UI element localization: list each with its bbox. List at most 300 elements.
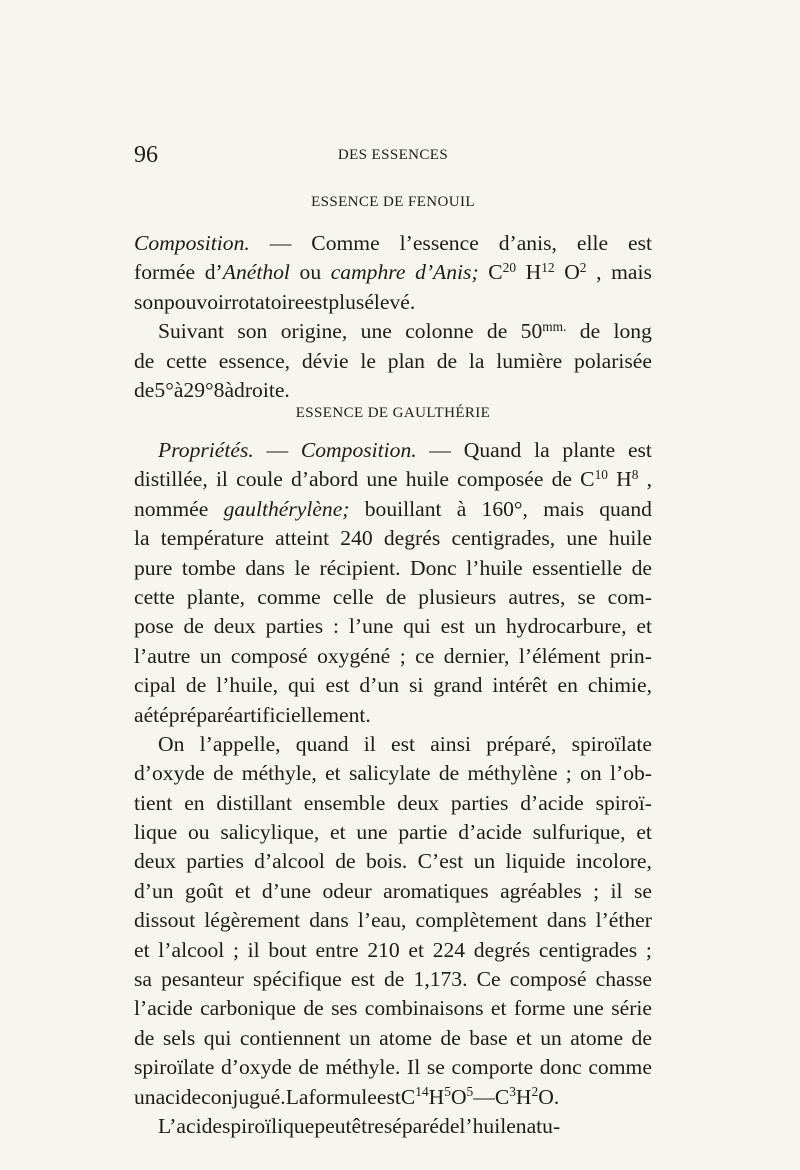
word: d’oxyde [134, 761, 205, 786]
word: sulfurique, [532, 820, 626, 845]
word: droite. [234, 377, 290, 402]
word: liquide [505, 849, 566, 874]
word: de [134, 348, 155, 373]
word: Composition. [134, 231, 250, 255]
word: de [436, 348, 458, 373]
word: $H^{12}$ [525, 260, 555, 285]
text-line [134, 1083, 652, 1112]
word: oxygéné [317, 643, 391, 668]
superscript: 5 [466, 1084, 474, 1100]
word: ensemble [303, 790, 386, 815]
word: formée [134, 260, 196, 285]
word: $O^5$ [450, 1084, 474, 1109]
superscript: 2 [579, 260, 587, 276]
word: Propriétés. [158, 438, 254, 462]
word: dans [245, 555, 285, 580]
text-line [134, 671, 652, 700]
word: nommée [134, 496, 209, 521]
word: ce [415, 643, 435, 668]
word: élevé. [364, 289, 416, 314]
word: polarisée [574, 348, 652, 373]
word: qui [203, 1025, 232, 1050]
word: méthylène [467, 761, 558, 786]
word: il [363, 731, 376, 756]
word: un [199, 643, 222, 668]
word: O. [538, 1084, 560, 1109]
word: ; [232, 937, 239, 962]
word: l’appelle, [199, 731, 281, 756]
word: un [474, 614, 497, 639]
word: forme [513, 996, 566, 1021]
word: comme [588, 1055, 652, 1080]
word: il [215, 467, 228, 492]
word: La [285, 1084, 309, 1109]
word: ou [187, 820, 210, 845]
word: d’un [134, 878, 174, 903]
word: si [408, 673, 424, 698]
running-title: DES ESSENCES [337, 147, 449, 163]
word: la [534, 438, 550, 462]
word: camphre [330, 260, 406, 285]
word: sels [162, 1025, 196, 1050]
word: bout [268, 937, 307, 962]
text-line [134, 936, 652, 965]
text-line [134, 495, 652, 524]
text-line [134, 612, 652, 641]
word: autres, [508, 584, 566, 609]
word: $C^{20}$ [488, 260, 517, 285]
word: $C^{14}$ [400, 1084, 429, 1109]
word: tient [134, 790, 173, 815]
word: ou [299, 260, 322, 285]
word: acide [155, 1084, 202, 1109]
word: huile [405, 467, 449, 492]
word: mais [543, 496, 584, 521]
word: de [185, 673, 207, 698]
word: Il [407, 1055, 421, 1080]
word: entre [315, 937, 359, 962]
word: est [440, 614, 465, 639]
word: Quand [463, 438, 522, 462]
word: Donc [409, 555, 457, 580]
word: d’un [359, 673, 400, 698]
word: aromatiques [383, 878, 489, 903]
word: lumière [496, 348, 563, 373]
superscript: 20 [502, 260, 517, 276]
word: ; [399, 643, 406, 668]
word: salicylate [348, 761, 431, 786]
word: 224 [432, 937, 466, 962]
word: deux [134, 849, 176, 874]
word: essentielle [532, 555, 623, 580]
word: une [572, 996, 604, 1021]
word: de [303, 996, 324, 1021]
word: d’acide [520, 790, 584, 815]
word: son [134, 289, 164, 314]
text-line [134, 701, 652, 730]
word: dans [309, 908, 349, 933]
word: distillée, [134, 467, 208, 492]
word: celle [332, 584, 374, 609]
word: atteint [275, 526, 330, 551]
word: son [237, 319, 268, 344]
word: de [631, 1025, 652, 1050]
word: parties [450, 790, 509, 815]
word: est [627, 231, 652, 255]
text-line [134, 965, 652, 994]
word: $C^3$ [494, 1084, 516, 1109]
word: et [134, 937, 150, 962]
word: partie [398, 820, 448, 845]
word: de [551, 467, 572, 492]
word: — [266, 438, 289, 462]
word: $H^5$ [428, 1084, 451, 1109]
word: ; [645, 937, 652, 962]
word: il [247, 937, 260, 962]
word: d’une [261, 878, 312, 903]
running-head [134, 140, 652, 170]
word: — [269, 231, 292, 255]
word: dans [546, 908, 587, 933]
word: plante [562, 438, 616, 462]
word: ; [565, 761, 572, 786]
page-number: 96 [134, 142, 158, 168]
text-line [134, 317, 652, 346]
word: , [646, 467, 652, 492]
superscript: 3 [509, 1084, 516, 1100]
superscript: 10 [594, 467, 608, 483]
text-line [134, 465, 652, 494]
word: est [325, 673, 350, 698]
word: et [490, 996, 507, 1021]
section-title-gaultherie: ESSENCE DE GAULTHÉRIE [295, 405, 491, 421]
word: de [134, 377, 155, 402]
word: un [473, 849, 496, 874]
word: coule [236, 467, 283, 492]
word: Ce [476, 967, 501, 992]
text-line [134, 642, 652, 671]
word: d’abord [291, 467, 359, 492]
italic-term: d’Anis; [415, 260, 479, 285]
word: dernier, [443, 643, 510, 668]
word: artificiellement. [233, 702, 371, 727]
word: de [439, 1113, 460, 1138]
word: $50^{mm.}$ [520, 318, 567, 344]
word: plan [387, 348, 425, 373]
word: parties [265, 614, 324, 639]
word: l’ob- [610, 761, 652, 786]
text-line [134, 847, 652, 876]
word: cette [134, 584, 175, 609]
word: Composition. [300, 438, 417, 462]
word: on [580, 761, 602, 786]
word: essence, [218, 348, 291, 373]
word: le [294, 555, 311, 580]
word: On [158, 731, 185, 756]
word: méthyle. [325, 1055, 401, 1080]
word: long [613, 319, 652, 344]
word: — [429, 438, 451, 462]
text-line [134, 994, 652, 1023]
paragraph-gaultherie [134, 436, 652, 1141]
word: une [356, 820, 388, 845]
word: et [516, 1025, 532, 1050]
word: complètement [415, 908, 538, 933]
word: la [134, 526, 150, 551]
word: natu- [515, 1113, 561, 1138]
text-line [134, 789, 652, 818]
word: huile [608, 526, 652, 551]
word: de [134, 1025, 155, 1050]
word: légèrement [204, 908, 301, 933]
superscript: 2 [531, 1084, 539, 1100]
section-title-fenouil: ESSENCE DE FENOUIL [311, 194, 475, 210]
word: qui [403, 614, 431, 639]
word: plus [328, 289, 365, 314]
word: quand [295, 731, 349, 756]
word: température [160, 526, 264, 551]
word: agréables [500, 878, 582, 903]
word: ses [331, 996, 358, 1021]
word: d’alcool [254, 849, 325, 874]
word: de [440, 1025, 461, 1050]
word: l’une [348, 614, 394, 639]
word: de [438, 761, 460, 786]
word: un [349, 1025, 371, 1050]
word: chimie, [587, 673, 652, 698]
word: séparé [383, 1113, 440, 1138]
word: de [385, 584, 407, 609]
word: et [636, 614, 652, 639]
word: spiroïlique [221, 1113, 315, 1138]
word: se [633, 878, 652, 903]
word: deux [213, 614, 256, 639]
word: C’est [417, 849, 464, 874]
word: com- [607, 584, 652, 609]
word: plusieurs [418, 584, 497, 609]
word: et [408, 937, 424, 962]
word: 210 [367, 937, 400, 962]
word: composée [457, 467, 544, 492]
text-line [134, 524, 652, 553]
word: cette [166, 348, 207, 373]
word: il [610, 878, 623, 903]
word: peut [314, 1113, 352, 1138]
word: se [577, 584, 596, 609]
word: être [351, 1113, 384, 1138]
word: carbonique [200, 996, 297, 1021]
word: bois. [365, 849, 408, 874]
word: une [566, 526, 598, 551]
word: à [224, 377, 235, 402]
paragraph-fenouil [134, 229, 652, 405]
word: est [376, 1084, 401, 1109]
word: d’acide [458, 820, 522, 845]
word: , [596, 260, 602, 285]
word: combinaisons [364, 996, 484, 1021]
word: goût [185, 878, 224, 903]
word: gaulthérylène; [223, 496, 350, 521]
superscript: 5 [444, 1084, 451, 1100]
text-line [134, 1053, 652, 1082]
word: ; [593, 878, 600, 903]
word: spécifique [253, 967, 342, 992]
word: Comme [311, 231, 380, 255]
word: tombe [181, 555, 236, 580]
word: dissout [134, 908, 196, 933]
word: pure [134, 555, 173, 580]
word: 240 [340, 526, 373, 551]
word: récipient. [319, 555, 401, 580]
word: et [234, 878, 251, 903]
word: à [173, 377, 184, 402]
superscript: mm. [542, 318, 567, 334]
word: en [184, 790, 205, 815]
word: et [636, 820, 652, 845]
word: une [366, 467, 398, 492]
word: pose [134, 614, 174, 639]
word: rotatoire [231, 289, 305, 314]
word: a [134, 702, 144, 727]
word: est [391, 731, 415, 756]
word: spiroïlate [134, 1055, 215, 1080]
word: de [579, 319, 601, 344]
word: cipal [134, 673, 176, 698]
word: $H^8$ [616, 467, 639, 492]
word: l’huile [459, 1113, 516, 1138]
word: atome [379, 1025, 432, 1050]
word: une [360, 319, 392, 344]
word: se [426, 1055, 445, 1080]
word: lique [134, 820, 178, 845]
word: préparé, [486, 731, 557, 756]
word: l’huile [466, 555, 523, 580]
word: l’alcool [158, 937, 225, 962]
text-line [134, 906, 652, 935]
word: de [384, 967, 405, 992]
word: distillant [216, 790, 292, 815]
word: ainsi [430, 731, 472, 756]
word: qui [287, 673, 316, 698]
word: intérêt [492, 673, 548, 698]
word: origine, [280, 319, 348, 344]
italic-term: Anéthol [222, 260, 290, 285]
word: l’acide [134, 996, 193, 1021]
word: la [468, 348, 485, 373]
word: parties [186, 849, 244, 874]
word: un [540, 1025, 562, 1050]
word: composé [509, 967, 587, 992]
word: 29°8 [183, 377, 225, 402]
word: dévie [301, 348, 349, 373]
word: en [557, 673, 578, 698]
word: base [469, 1025, 508, 1050]
word: de [298, 1055, 319, 1080]
word: L’acide [158, 1113, 222, 1138]
word: contiennent [239, 1025, 341, 1050]
word: de [486, 319, 508, 344]
word: hydrocarbure, [505, 614, 627, 639]
superscript: 12 [541, 260, 555, 276]
word: est [627, 438, 652, 462]
word: mais [611, 260, 652, 285]
text-line [134, 288, 652, 317]
text-line [134, 258, 652, 287]
word: de [631, 555, 652, 580]
word: pesanteur [161, 967, 244, 992]
word: d’Anéthol [204, 260, 290, 285]
text-line [134, 1112, 652, 1141]
word: — [473, 1084, 495, 1109]
word: $O^2$ [564, 260, 587, 285]
superscript: 8 [631, 467, 639, 483]
word: l’essence [399, 231, 479, 255]
word: Suivant [158, 319, 224, 344]
word: et [330, 820, 346, 845]
word: pouvoir [164, 289, 232, 314]
word: degrés [383, 526, 441, 551]
word: l’eau, [357, 908, 407, 933]
word: 1,173. [413, 967, 468, 992]
word: et [325, 761, 341, 786]
word: chasse [595, 967, 652, 992]
word: formule [308, 1084, 377, 1109]
word: spiroïlate [571, 731, 652, 756]
word: centigrades, [451, 526, 556, 551]
word: deux [397, 790, 440, 815]
word: l’élément [518, 643, 601, 668]
text-line [134, 436, 652, 465]
word: d’oxyde [221, 1055, 292, 1080]
word: $C^{10}$ [580, 467, 608, 492]
superscript: 14 [415, 1084, 429, 1100]
word: sa [134, 967, 152, 992]
word: comme [257, 584, 321, 609]
word: prin- [609, 643, 652, 668]
word: $H^2$ [515, 1084, 539, 1109]
word: plante, [186, 584, 246, 609]
word: spiroï- [595, 790, 652, 815]
word: atome [570, 1025, 624, 1050]
word: quand [599, 496, 652, 521]
word: comporte [451, 1055, 534, 1080]
text-line [134, 583, 652, 612]
word: elle [576, 231, 609, 255]
word: : [333, 614, 340, 639]
text-line [134, 877, 652, 906]
word: 160°, [481, 496, 528, 521]
text-line [134, 347, 652, 376]
word: l’éther [595, 908, 652, 933]
text-line [134, 554, 652, 583]
word [415, 258, 479, 287]
word: est [350, 967, 375, 992]
word: méthyle, [241, 761, 317, 786]
word: de [213, 761, 234, 786]
word: été [143, 702, 169, 727]
text-line [134, 818, 652, 847]
word: bouillant [364, 496, 442, 521]
word: odeur [322, 878, 372, 903]
word: l’huile, [216, 673, 279, 698]
word: un [134, 1084, 156, 1109]
word: est [304, 289, 329, 314]
word: l’autre [134, 643, 191, 668]
word: de [335, 849, 356, 874]
word: degrés [473, 937, 531, 962]
word: série [611, 996, 652, 1021]
word: centigrades [538, 937, 638, 962]
